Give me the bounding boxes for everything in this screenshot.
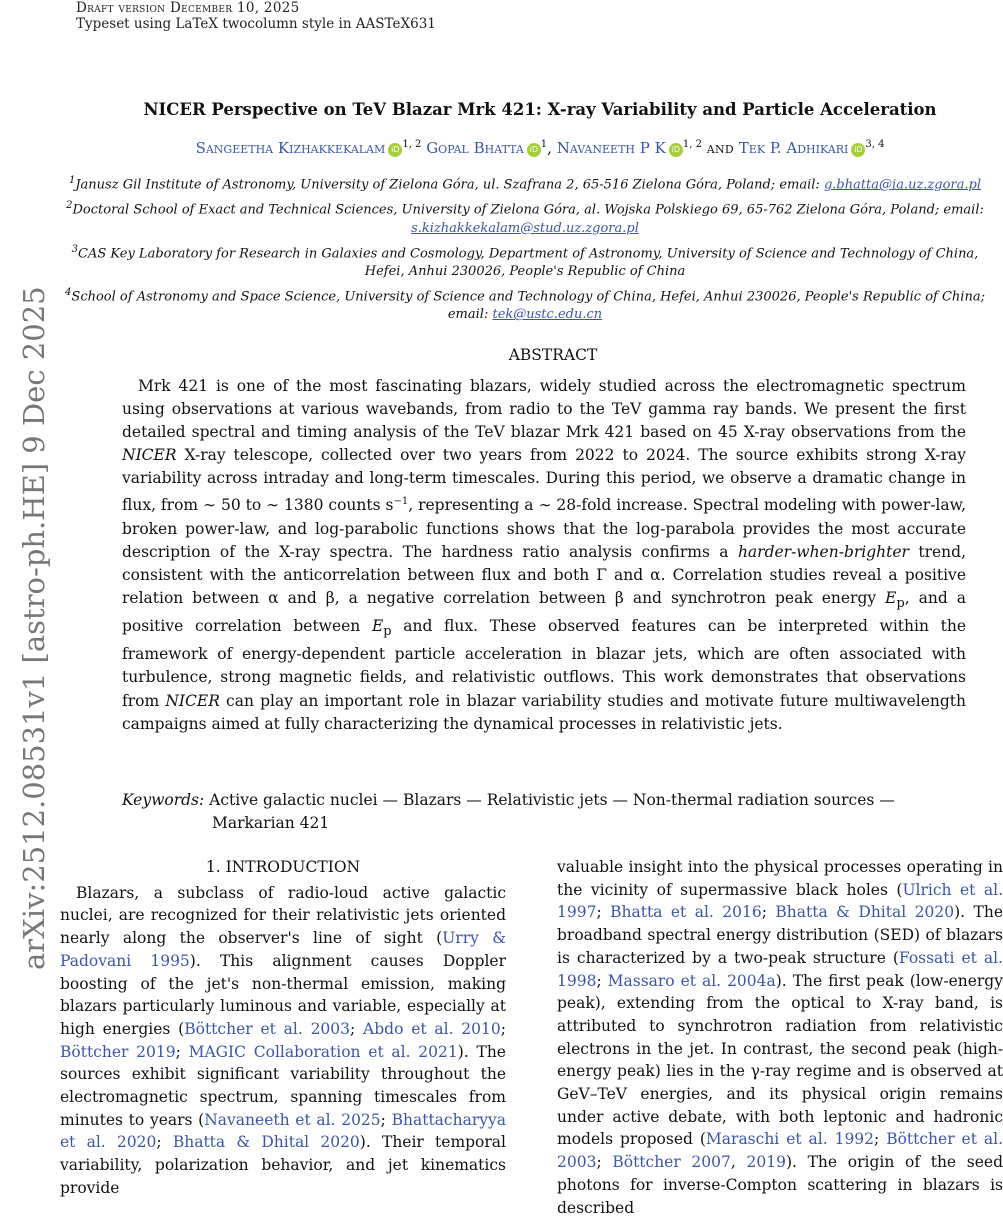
affil-number: 4	[65, 286, 72, 298]
author-affil: 1, 2	[402, 139, 422, 150]
citation-link[interactable]: Böttcher 2019	[60, 1042, 176, 1061]
email-link[interactable]: tek@ustc.edu.cn	[492, 307, 603, 323]
typeset-note: Typeset using LaTeX twocolumn style in AASTeX631	[76, 16, 436, 32]
affil-number: 1	[68, 175, 76, 186]
orcid-icon[interactable]: iD	[388, 143, 402, 157]
abstract-italic: NICER	[165, 691, 220, 710]
abstract-italic: NICER	[122, 446, 177, 465]
draft-version: Draft version December 10, 2025	[76, 0, 300, 16]
author-name[interactable]: Tek P. Adhikari	[738, 139, 849, 157]
body-text: ;	[874, 1130, 887, 1149]
affiliation	[60, 241, 990, 281]
section-heading: 1. INTRODUCTION	[205, 858, 361, 876]
citation-link[interactable]: Urry & Padovani 1995	[60, 929, 506, 970]
abstract-exponent: −1	[393, 496, 409, 508]
author-and: and	[706, 139, 735, 157]
abstract-subscript: p	[896, 596, 905, 612]
abstract-segment: X-ray telescope, collected over two years from 2022 to 2024. The source exhibits strong X-ray variability across intraday and long-term timescales. During this period, we observe a dramatic change in flux, from ∼ 50 to ∼ 1380 counts s	[122, 446, 966, 515]
citation-link[interactable]: MAGIC Collaboration et al. 2021	[188, 1042, 458, 1061]
author-name[interactable]: Navaneeth P K	[556, 139, 666, 157]
body-text: ,	[730, 1153, 747, 1172]
citation-link[interactable]: Abdo et al. 2010	[363, 1019, 501, 1038]
affil-text: Janusz Gil Institute of Astronomy, University of Zielona Góra, ul. Szafrana 2, 65-516 Zielona Góra, Poland; email:	[75, 177, 820, 193]
citation-link[interactable]: Fossati et al. 1998	[557, 948, 1003, 990]
keywords	[122, 789, 966, 835]
author-list: Sangeetha Kizhakkekalam iD $^{1, 2}$ Gopal Bhatta iD $^1$, Navaneeth P K iD $^{1, 2}$ and Tek P. Adhikari iD $^{3, 4}$	[195, 139, 885, 157]
keywords-values: Active galactic nuclei — Blazars — Relativistic jets — Non-thermal radiation sources — Markarian 421	[209, 791, 895, 832]
citation-link[interactable]: Maraschi et al. 1992	[705, 1130, 875, 1149]
intro-paragraph-right	[557, 856, 1003, 1219]
abstract-segment: and flux. These observed features can be interpreted within the framework of energy-dependent particle acceleration in blazar jets, which are often associated with turbulence, strong magnetic fields, and relativistic outflows. This work demonstrates that observations from	[122, 617, 967, 710]
affil-number: 3	[71, 243, 79, 255]
body-text: ). Their temporal variability, polarization behavior, and jet kinematics provide	[60, 1133, 507, 1197]
abstract-symbol: E	[885, 589, 897, 607]
citation-link[interactable]: Böttcher et al. 2003	[557, 1130, 1003, 1172]
body-text: ;	[596, 1153, 613, 1172]
orcid-icon[interactable]: iD	[851, 143, 865, 157]
abstract-italic: harder-when-brighter	[737, 542, 909, 561]
citation-link[interactable]: Ulrich et al. 1997	[557, 880, 1003, 922]
abstract-heading: ABSTRACT	[508, 346, 598, 364]
citation-link[interactable]: Bhattacharyya et al. 2020	[60, 1110, 506, 1152]
body-text: ). The sources exhibit significant variability throughout the electromagnetic spectrum, spanning timescales from minutes to years (	[60, 1042, 506, 1129]
abstract-symbol: E	[371, 617, 384, 636]
body-text: valuable insight into the physical processes operating in the vicinity of supermassive black holes (	[557, 858, 1003, 899]
body-text: ;	[761, 903, 776, 922]
citation-link[interactable]: Bhatta & Dhital 2020	[172, 1133, 360, 1152]
affil-text: Doctoral School of Exact and Technical Sciences, University of Zielona Góra, al. Wojska Polskiego 69, 65-762 Zielona Góra, Poland; email:	[72, 202, 984, 218]
keywords-label: Keywords:	[122, 791, 205, 809]
affil-number: 2	[66, 200, 73, 212]
citation-link[interactable]: Böttcher et al. 2003	[184, 1019, 351, 1038]
body-text: ;	[596, 971, 608, 990]
author-affil: 1	[540, 139, 548, 150]
citation-link[interactable]: Bhatta & Dhital 2020	[775, 903, 955, 922]
body-text: ;	[350, 1019, 364, 1038]
author-affil: 3, 4	[865, 139, 885, 150]
body-text: ;	[175, 1042, 189, 1061]
citation-link[interactable]: Böttcher 2007	[612, 1153, 731, 1172]
body-text: ;	[156, 1133, 173, 1152]
body-text: ). The broadband spectral energy distribution (SED) of blazars is characterized by a two-peak structure (	[557, 903, 1003, 967]
abstract-subscript: p	[383, 624, 392, 640]
abstract-segment: trend, consistent with the anticorrelation between flux and both Γ and α. Correlation studies reveal a positive relation between α and β, a negative correlation between β and synchrotron peak energy	[122, 542, 967, 607]
citation-link[interactable]: 2019	[746, 1153, 786, 1172]
abstract-body	[122, 375, 966, 736]
affiliation	[60, 284, 990, 324]
body-text: ;	[500, 1019, 506, 1038]
left-column	[60, 856, 506, 1200]
body-text: ). The first peak (low-energy peak), extending from the optical to X-ray band, is attributed to synchrotron radiation from relativistic electrons in the jet. In contrast, the second peak (high-energy peak) lies in the γ-ray regime and is observed at GeV–TeV energies, and its physical origin remains under active debate, with both leptonic and hadronic models proposed (	[557, 971, 1003, 1149]
email-link[interactable]: s.kizhakkekalam@stud.uz.zgora.pl	[411, 220, 639, 236]
abstract-segment: can play an important role in blazar variability studies and motivate future multiwavelength campaigns aimed at fully characterizing the dynamical processes in relativistic jets.	[122, 691, 966, 733]
arxiv-id: arXiv:2512.08531v1 [astro-ph.HE] 9 Dec 2025	[17, 286, 51, 970]
orcid-icon[interactable]: iD	[669, 143, 683, 157]
author-name[interactable]: Gopal Bhatta	[426, 139, 524, 157]
right-column	[557, 856, 1003, 1219]
author-name[interactable]: Sangeetha Kizhakkekalam	[195, 139, 386, 157]
citation-link[interactable]: Massaro et al. 2004a	[607, 971, 776, 990]
email-link[interactable]: g.bhatta@ia.uz.zgora.pl	[823, 177, 982, 193]
citation-link[interactable]: Bhatta et al. 2016	[610, 903, 762, 922]
affil-text: School of Astronomy and Space Science, University of Science and Technology of China, Hefei, Anhui 230026, People's Republic of China; email:	[71, 289, 985, 323]
body-text: Blazars, a subclass of radio-loud active galactic nuclei, are recognized for their relativistic jets oriented nearly along the observer's line of sight (	[60, 883, 506, 948]
abstract-segment: , representing a ∼ 28-fold increase. Spectral modeling with power-law, broken power-law, and log-parabolic functions shows that the log-parabola provides the most accurate description of the X-ray spectra. The hardness ratio analysis confirms a	[122, 496, 966, 561]
paper-title: NICER Perspective on TeV Blazar Mrk 421: X-ray Variability and Particle Acceleration	[143, 100, 937, 119]
orcid-icon[interactable]: iD	[527, 143, 541, 157]
affiliation	[60, 172, 990, 194]
citation-link[interactable]: Navaneeth et al. 2025	[204, 1110, 381, 1129]
body-text: ). The origin of the seed photons for inverse-Compton scattering in blazars is described	[557, 1153, 1003, 1217]
author-affil: 1, 2	[682, 139, 702, 150]
abstract-segment: Mrk 421 is one of the most fascinating blazars, widely studied across the electromagnetic spectrum using observations at various wavebands, from radio to the TeV gamma ray bands. We present the first detailed spectral and timing analysis of the TeV blazar Mrk 421 based on 45 X-ray observations from the	[122, 377, 966, 442]
body-text: ). This alignment causes Doppler boosting of the jet's non-thermal emission, making blazars particularly luminous and variable, especially at high energies (	[60, 951, 506, 1038]
affil-text: CAS Key Laboratory for Research in Galaxies and Cosmology, Department of Astronomy, University of Science and Technology of China, Hefei, Anhui 230026, People's Republic of China	[78, 245, 979, 279]
intro-paragraph-left	[60, 882, 506, 1200]
body-text: ;	[380, 1110, 392, 1129]
abstract-segment: , and a positive correlation between	[122, 589, 967, 636]
affiliation	[60, 197, 990, 237]
body-text: ;	[596, 903, 611, 922]
affiliations	[60, 172, 990, 327]
